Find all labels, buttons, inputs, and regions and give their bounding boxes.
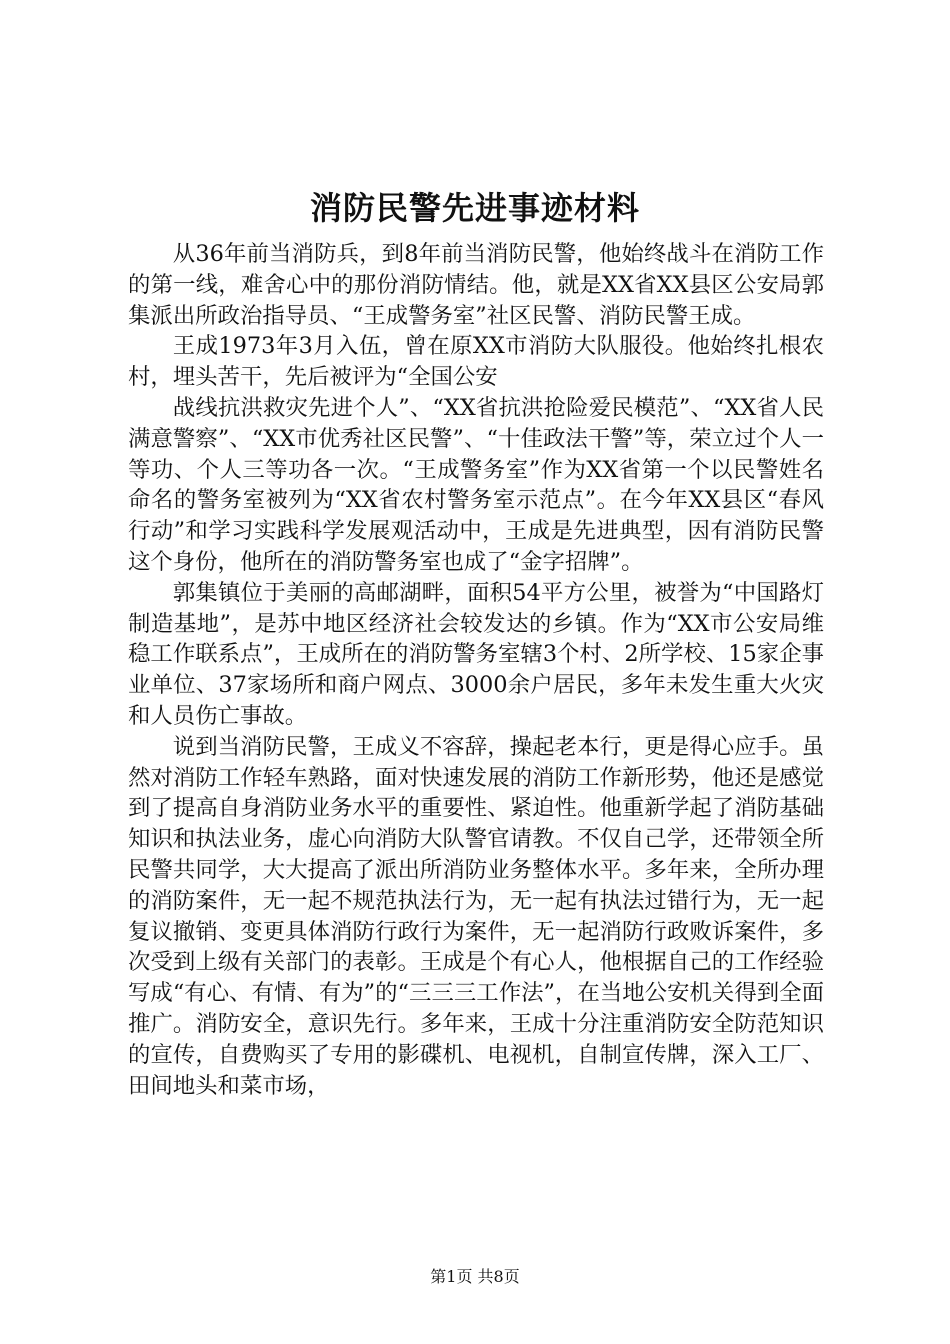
document-body xyxy=(128,239,824,1101)
paragraph: 从36年前当消防兵，到8年前当消防民警，他始终战斗在消防工作的第一线，难舍心中的那份消防情结。他，就是XX省XX县区公安局郭集派出所政治指导员、“王成警务室”社区民警、消防民警王成。 xyxy=(128,241,824,329)
document-title: 消防民警先进事迹材料 xyxy=(309,189,640,227)
page-footer xyxy=(0,1266,950,1288)
paragraph: 说到当消防民警，王成义不容辞，操起老本行，更是得心应手。虽然对消防工作轻车熟路，面对快速发展的消防工作新形势，他还是感觉到了提高自身消防业务水平的重要性、紧迫性。他重新学起了消防基础知识和执法业务，虚心向消防大队警官请教。不仅自己学，还带领全所民警共同学，大大提高了派出所消防业务整体水平。多年来，全所办理的消防案件，无一起不规范执法行为，无一起有执法过错行为，无一起复议撤销、变更具体消防行政行为案件，无一起消防行政败诉案件，多次受到上级有关部门的表彰。王成是个有心人，他根据自己的工作经验写成“有心、有情、有为”的“三三三工作法”，在当地公安机关得到全面推广。消防安全，意识先行。多年来，王成十分注重消防安全防范知识的宣传，自费购买了专用的影碟机、电视机，自制宣传牌，深入工厂、田间地头和菜市场， xyxy=(128,733,824,1099)
paragraph: 郭集镇位于美丽的高邮湖畔，面积54平方公里，被誉为“中国路灯制造基地”，是苏中地区经济社会较发达的乡镇。作为“XX市公安局维稳工作联系点”，王成所在的消防警务室辖3个村、2所学校、15家企事业单位、37家场所和商户网点、3000余户居民，多年未发生重大火灾和人员伤亡事故。 xyxy=(128,579,824,729)
paragraph: 战线抗洪救灾先进个人”、“XX省抗洪抢险爱民模范”、“XX省人民满意警察”、“XX市优秀社区民警”、“十佳政法干警”等，荣立过个人一等功、个人三等功各一次。“王成警务室”作为XX省第一个以民警姓名命名的警务室被列为“XX省农村警务室示范点”。在今年XX县区“春风行动”和学习实践科学发展观活动中，王成是先进典型，因有消防民警这个身份，他所在的消防警务室也成了“金字招牌”。 xyxy=(128,394,824,575)
page-number: 第1页 xyxy=(430,1267,473,1286)
page-total: 共8页 xyxy=(477,1267,520,1286)
paragraph: 王成1973年3月入伍，曾在原XX市消防大队服役。他始终扎根农村，埋头苦干，先后被评为“全国公安 xyxy=(128,333,824,391)
